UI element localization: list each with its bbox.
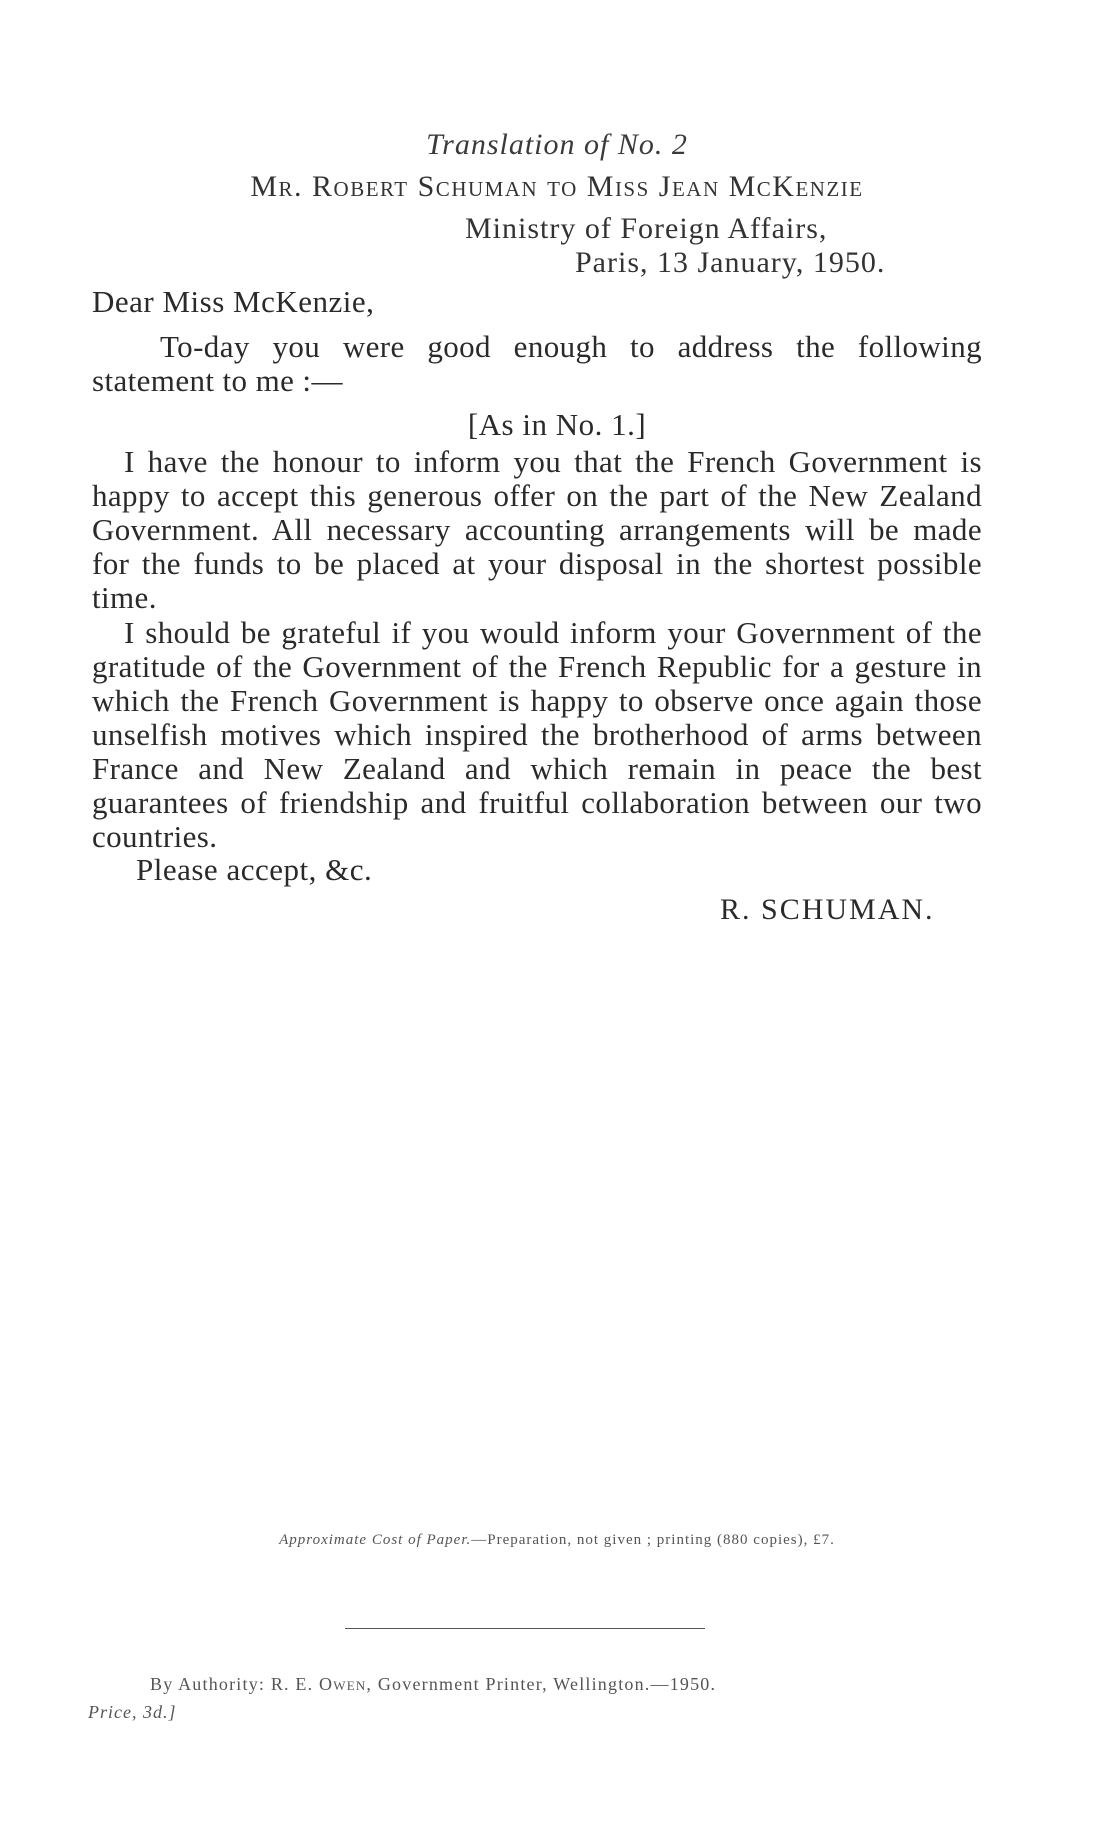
- cost-note: [0, 1532, 1114, 1549]
- cost-label: Approximate Cost of Paper.: [279, 1532, 472, 1548]
- closing-line: Please accept, &c.: [136, 852, 373, 887]
- footer-divider: [345, 1628, 705, 1629]
- reference-note: [As in No. 1.]: [467, 407, 647, 442]
- sender-address: Ministry of Foreign Affairs,: [465, 212, 828, 245]
- paragraph-intro: To-day you were good enough to address the following statement to me :—: [92, 329, 982, 398]
- printer-imprint: [150, 1674, 716, 1695]
- printer-name: R. E. Owen,: [270, 1674, 373, 1694]
- price-label: Price, 3d.]: [88, 1702, 177, 1722]
- imprint-prefix: By Authority:: [150, 1674, 266, 1694]
- signature: R. SCHUMAN.: [720, 893, 935, 926]
- letter-date: Paris, 13 January, 1950.: [575, 246, 886, 279]
- paragraph-gratitude: I should be grateful if you would inform your Government of the gratitude of the Government of the French Republic for a gesture in which the French Government is happy to observe once again those unselfish motives which inspired the brotherhood of arms between France and New Zealand and which remain in peace the best guarantees of friendship and fruitful collaboration between our two countries.: [92, 615, 982, 854]
- correspondents-heading: Mr. Robert Schuman to Miss Jean McKenzie: [250, 170, 864, 203]
- salutation: Dear Miss McKenzie,: [92, 284, 375, 319]
- imprint-suffix: Government Printer, Wellington.—1950.: [377, 1674, 717, 1694]
- cost-detail: —Preparation, not given ; printing (880 copies), £7.: [471, 1532, 835, 1548]
- paragraph-acceptance: I have the honour to inform you that the French Government is happy to accept this generous offer on the part of the New Zealand Government. All necessary accounting arrangements will be made for the funds to be placed at your disposal in the shortest possible time.: [92, 444, 982, 615]
- translation-heading: Translation of No. 2: [426, 128, 688, 161]
